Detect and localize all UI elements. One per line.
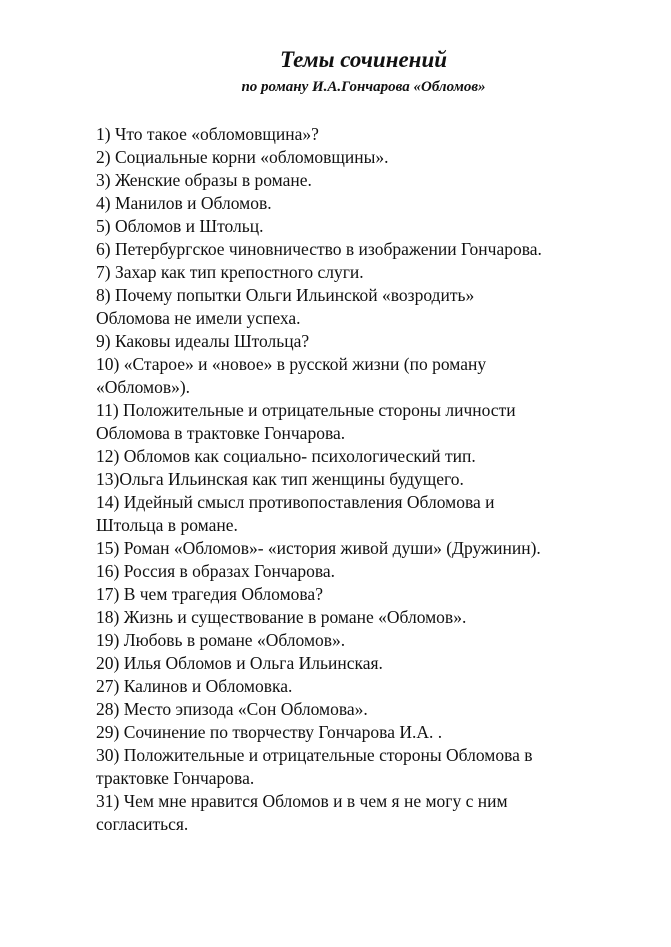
topic-item (96, 169, 636, 192)
topic-list (96, 123, 636, 836)
topic-item (96, 675, 636, 698)
topic-line: согласиться. (96, 814, 189, 834)
topic-item (96, 468, 636, 491)
topic-item (96, 721, 636, 744)
topic-line: «Обломов»). (96, 377, 191, 397)
topic-item (96, 652, 636, 675)
topic-line: 20) Илья Обломов и Ольга Ильинская. (96, 653, 383, 673)
topic-item (96, 698, 636, 721)
topic-item (96, 445, 636, 468)
topic-item (96, 353, 636, 399)
topic-line: 6) Петербургское чиновничество в изображении Гончарова. (96, 239, 542, 259)
topic-item (96, 560, 636, 583)
topic-item (96, 215, 636, 238)
page-subtitle: по роману И.А.Гончарова «Обломов» (241, 79, 486, 95)
topic-item (96, 330, 636, 353)
page-title: Темы сочинений (279, 47, 448, 72)
topic-item (96, 123, 636, 146)
topic-line: 30) Положительные и отрицательные стороны Обломова в (96, 745, 533, 765)
topic-line: 9) Каковы идеалы Штольца? (96, 331, 310, 351)
topic-line: 27) Калинов и Обломовка. (96, 676, 293, 696)
topic-line: 31) Чем мне нравится Обломов и в чем я не могу с ним (96, 791, 508, 811)
topic-item (96, 583, 636, 606)
topic-item (96, 537, 636, 560)
topic-item (96, 261, 636, 284)
topic-line: Обломова в трактовке Гончарова. (96, 423, 346, 443)
topic-line: 17) В чем трагедия Обломова? (96, 584, 323, 604)
topic-item (96, 192, 636, 215)
topic-line: 28) Место эпизода «Сон Обломова». (96, 699, 368, 719)
topic-line: 2) Социальные корни «обломовщины». (96, 147, 389, 167)
topic-line: 29) Сочинение по творчеству Гончарова И.А. . (96, 722, 443, 742)
topic-item (96, 606, 636, 629)
topic-item (96, 399, 636, 445)
topic-line: 3) Женские образы в романе. (96, 170, 312, 190)
topic-line: 11) Положительные и отрицательные стороны личности (96, 400, 516, 420)
topic-item (96, 146, 636, 169)
topic-item (96, 790, 636, 836)
topic-line: 15) Роман «Обломов»- «история живой души» (Дружинин). (96, 538, 541, 558)
topic-line: 13)Ольга Ильинская как тип женщины будущего. (96, 469, 464, 489)
topic-line: Штольца в романе. (96, 515, 238, 535)
topic-line: 18) Жизнь и существование в романе «Обломов». (96, 607, 467, 627)
topic-line: 14) Идейный смысл противопоставления Обломова и (96, 492, 495, 512)
topic-line: 1) Что такое «обломовщина»? (96, 124, 319, 144)
topic-item (96, 284, 636, 330)
topic-line: 5) Обломов и Штольц. (96, 216, 264, 236)
topic-line: трактовке Гончарова. (96, 768, 255, 788)
topic-line: 8) Почему попытки Ольги Ильинской «возродить» (96, 285, 475, 305)
topic-line: 19) Любовь в романе «Обломов». (96, 630, 346, 650)
topic-item (96, 491, 636, 537)
topic-item (96, 744, 636, 790)
topic-item (96, 238, 636, 261)
topic-item (96, 629, 636, 652)
topic-line: 4) Манилов и Обломов. (96, 193, 272, 213)
topic-line: 16) Россия в образах Гончарова. (96, 561, 336, 581)
topic-line: 12) Обломов как социально- психологический тип. (96, 446, 476, 466)
topic-line: Обломова не имели успеха. (96, 308, 301, 328)
topic-line: 10) «Старое» и «новое» в русской жизни (по роману (96, 354, 487, 374)
topic-line: 7) Захар как тип крепостного слуги. (96, 262, 364, 282)
